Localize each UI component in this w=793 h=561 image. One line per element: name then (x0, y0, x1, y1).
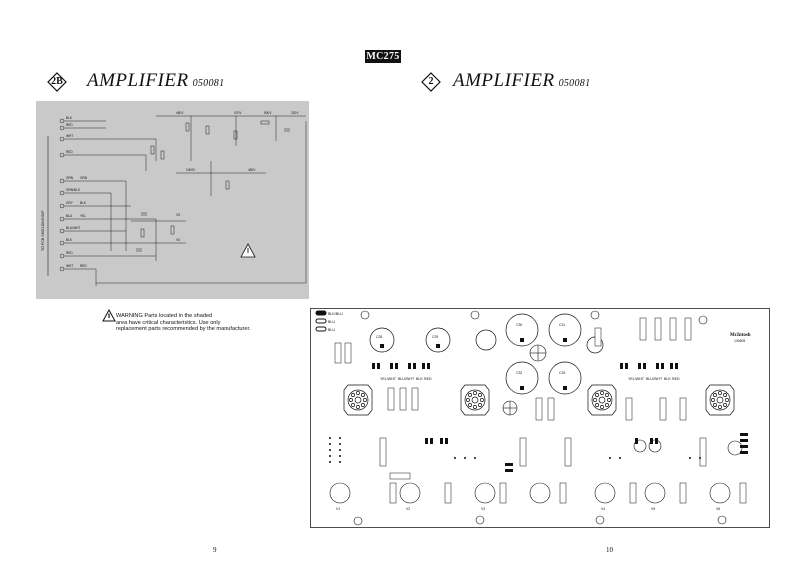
svg-text:RED: RED (424, 377, 432, 381)
pcb-layout (310, 308, 770, 528)
warning-triangle-icon (102, 309, 116, 322)
svg-text:RED: RED (80, 264, 87, 268)
svg-text:YEL/WHT: YEL/WHT (628, 377, 644, 381)
pcb-drawing (310, 308, 770, 528)
svg-text:V3: V3 (176, 213, 180, 217)
svg-text:BLK: BLK (80, 201, 87, 205)
right-page-title (453, 70, 590, 92)
svg-text:GRN/BLK: GRN/BLK (66, 188, 80, 192)
svg-text:C33: C33 (559, 371, 566, 375)
svg-text:BLU/WHT: BLU/WHT (646, 377, 663, 381)
svg-text:500V: 500V (264, 111, 272, 115)
svg-text:450V: 450V (176, 111, 184, 115)
svg-text:V6: V6 (716, 507, 721, 511)
svg-text:C30: C30 (516, 323, 523, 327)
svg-text:BLK: BLK (664, 377, 671, 381)
warning-line-1: WARNING Parts located in the shaded (116, 313, 213, 319)
section-2b-diamond (47, 72, 67, 92)
svg-text:WHT: WHT (66, 264, 74, 268)
svg-text:WHT: WHT (66, 134, 74, 138)
mcintosh-logo: McIntosh (730, 333, 751, 338)
svg-text:450V: 450V (248, 168, 256, 172)
svg-text:C29: C29 (432, 335, 439, 339)
svg-text:BLK: BLK (66, 238, 73, 242)
svg-text:BLK/BLU: BLK/BLU (328, 312, 343, 316)
svg-text:V5: V5 (651, 507, 656, 511)
svg-text:C31: C31 (559, 323, 566, 327)
page-number-left: 9 (213, 546, 217, 554)
svg-text:140605: 140605 (734, 339, 746, 343)
section-badge-left: 2B (51, 76, 63, 87)
svg-text:GRN: GRN (66, 176, 74, 180)
svg-text:V2: V2 (406, 507, 411, 511)
svg-text:GRY: GRY (66, 201, 73, 205)
svg-text:YEL: YEL (80, 214, 87, 218)
svg-text:BLU/WHT: BLU/WHT (398, 377, 415, 381)
schematic-drawing (36, 101, 309, 299)
left-title-code: 050081 (192, 78, 225, 89)
svg-text:RED: RED (66, 251, 73, 255)
svg-text:GRN: GRN (80, 176, 88, 180)
right-title-code: 050081 (558, 78, 591, 89)
amplifier-schematic (36, 101, 309, 299)
model-badge: MC275 (366, 51, 400, 62)
left-title-text: AMPLIFIER (87, 70, 189, 91)
warning-note (102, 313, 302, 333)
svg-text:BLK: BLK (416, 377, 423, 381)
svg-text:BLU: BLU (328, 320, 335, 324)
svg-text:BLK: BLK (66, 116, 73, 120)
svg-text:C32: C32 (516, 371, 523, 375)
svg-text:YEL/WHT: YEL/WHT (380, 377, 396, 381)
svg-text:V3: V3 (481, 507, 486, 511)
page-number-right: 10 (606, 546, 613, 554)
svg-text:RED: RED (66, 150, 73, 154)
svg-text:BLU: BLU (66, 214, 73, 218)
svg-text:C28: C28 (376, 335, 383, 339)
svg-text:BLU/WHT: BLU/WHT (66, 226, 81, 230)
section-2-diamond (421, 72, 441, 92)
warning-line-2: area have critical characteristics. Use only (116, 319, 221, 326)
svg-text:V1: V1 (336, 507, 341, 511)
section-badge-right: 2 (428, 76, 434, 87)
svg-text:V4: V4 (176, 238, 180, 242)
svg-text:1000V: 1000V (186, 168, 196, 172)
left-page-title (87, 70, 224, 92)
warning-line-3: replacement parts recommended by the manufacturer. (116, 326, 251, 333)
schematic-side-label: TO PCB SHIELDING/DIP (41, 210, 45, 251)
right-title-text: AMPLIFIER (453, 70, 555, 91)
svg-text:BLU: BLU (328, 328, 335, 332)
svg-text:RED: RED (672, 377, 680, 381)
svg-text:RED: RED (66, 123, 73, 127)
svg-text:470V: 470V (234, 111, 242, 115)
svg-text:220V: 220V (291, 111, 299, 115)
svg-text:V4: V4 (601, 507, 606, 511)
